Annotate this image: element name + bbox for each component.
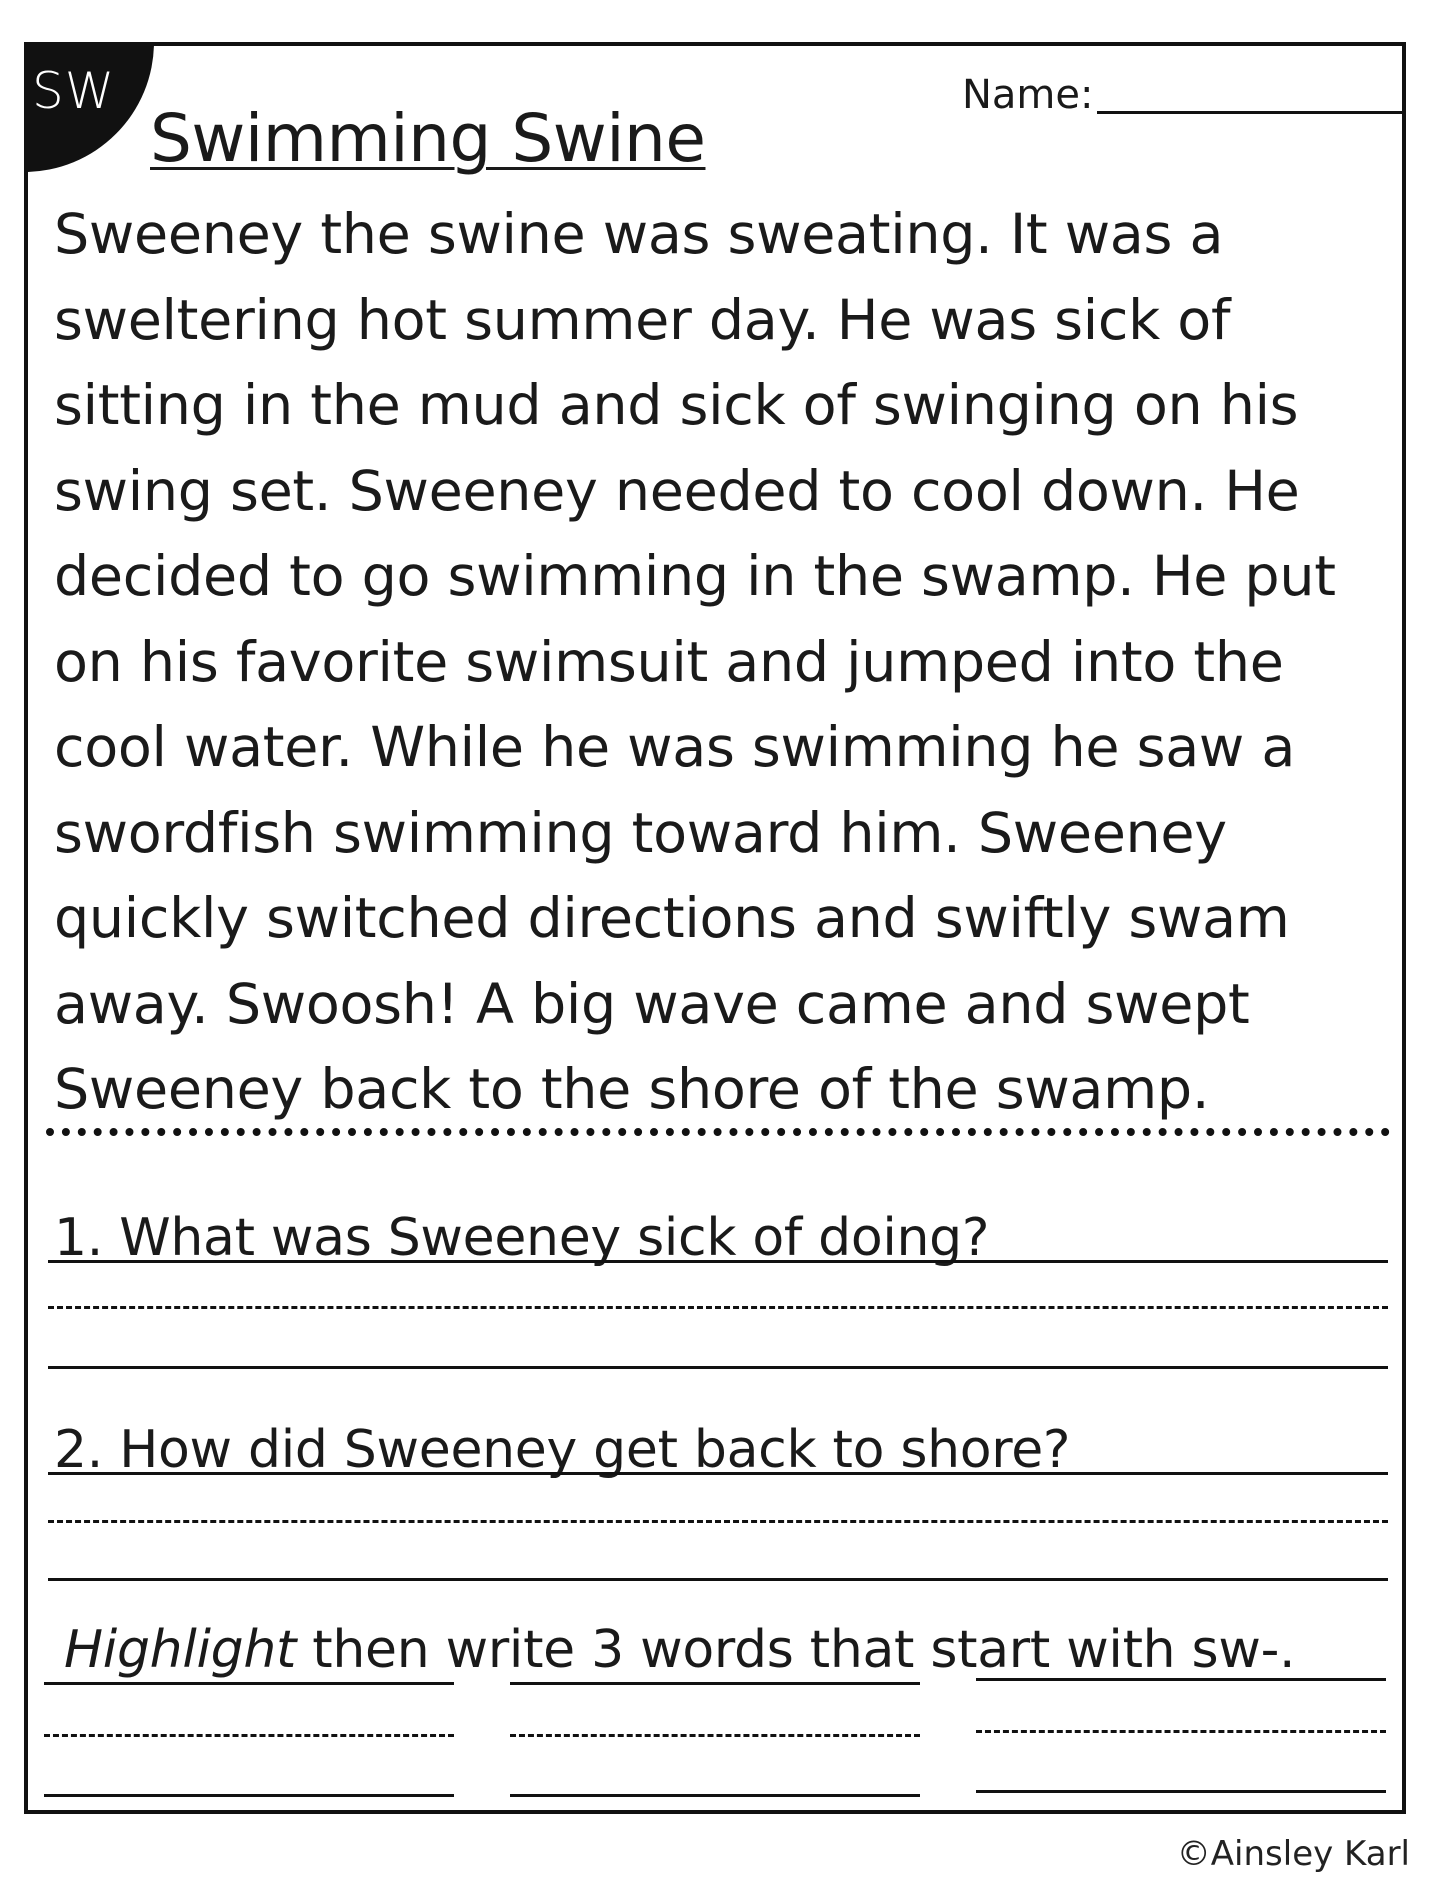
word-1-bottom-line bbox=[44, 1794, 454, 1797]
answer-1-mid-line[interactable] bbox=[48, 1306, 1388, 1309]
passage-line: swing set. Sweeney needed to cool down. He bbox=[54, 458, 1300, 524]
passage-line: Sweeney back to the shore of the swamp. bbox=[54, 1057, 1210, 1122]
answer-1-bottom-line[interactable] bbox=[48, 1366, 1388, 1369]
reading-passage bbox=[54, 192, 1394, 1133]
passage-line: Sweeney the swine was sweating. It was a bbox=[54, 202, 1224, 267]
worksheet-frame bbox=[24, 42, 1406, 1814]
word-1-top-line bbox=[44, 1682, 454, 1685]
answer-2-bottom-line[interactable] bbox=[48, 1578, 1388, 1581]
question-1: 1. What was Sweeney sick of doing? bbox=[54, 1208, 990, 1268]
passage-line: on his favorite swimsuit and jumped into the bbox=[54, 629, 1284, 695]
copyright-text: ©Ainsley Karl bbox=[1176, 1834, 1410, 1874]
name-field bbox=[962, 72, 1406, 118]
answer-1-top-line[interactable] bbox=[48, 1260, 1388, 1263]
name-label: Name: bbox=[962, 72, 1094, 118]
word-2-top-line bbox=[510, 1682, 920, 1685]
passage-line: sitting in the mud and sick of swinging on his bbox=[54, 373, 1299, 438]
word-1-mid-line bbox=[44, 1734, 454, 1737]
word-3-mid-line bbox=[976, 1730, 1386, 1733]
badge-label: SW bbox=[32, 62, 116, 120]
passage-line: quickly switched directions and swiftly swam bbox=[54, 886, 1290, 951]
answer-2-top-line[interactable] bbox=[48, 1472, 1388, 1475]
instruction-text: then write 3 words that start with sw-. bbox=[296, 1620, 1296, 1680]
passage-line: swordfish swimming toward him. Sweeney bbox=[54, 800, 1227, 866]
passage-line: sweltering hot summer day. He was sick of bbox=[54, 287, 1231, 353]
passage-line: cool water. While he was swimming he saw a bbox=[54, 715, 1296, 780]
question-2: 2. How did Sweeney get back to shore? bbox=[54, 1420, 1071, 1480]
word-instruction bbox=[64, 1620, 1295, 1680]
passage-line: decided to go swimming in the swamp. He put bbox=[54, 544, 1336, 609]
word-3-bottom-line bbox=[976, 1790, 1386, 1793]
word-2-mid-line bbox=[510, 1734, 920, 1737]
worksheet-title: Swimming Swine bbox=[150, 100, 706, 177]
word-3-top-line bbox=[976, 1678, 1386, 1681]
word-2-bottom-line bbox=[510, 1794, 920, 1797]
instruction-emphasis: Highlight bbox=[64, 1620, 297, 1680]
corner-badge bbox=[24, 42, 154, 172]
passage-line: away. Swoosh! A big wave came and swept bbox=[54, 971, 1250, 1037]
dotted-divider bbox=[46, 1128, 1390, 1136]
name-write-line[interactable] bbox=[1097, 74, 1406, 114]
answer-2-mid-line[interactable] bbox=[48, 1520, 1388, 1523]
